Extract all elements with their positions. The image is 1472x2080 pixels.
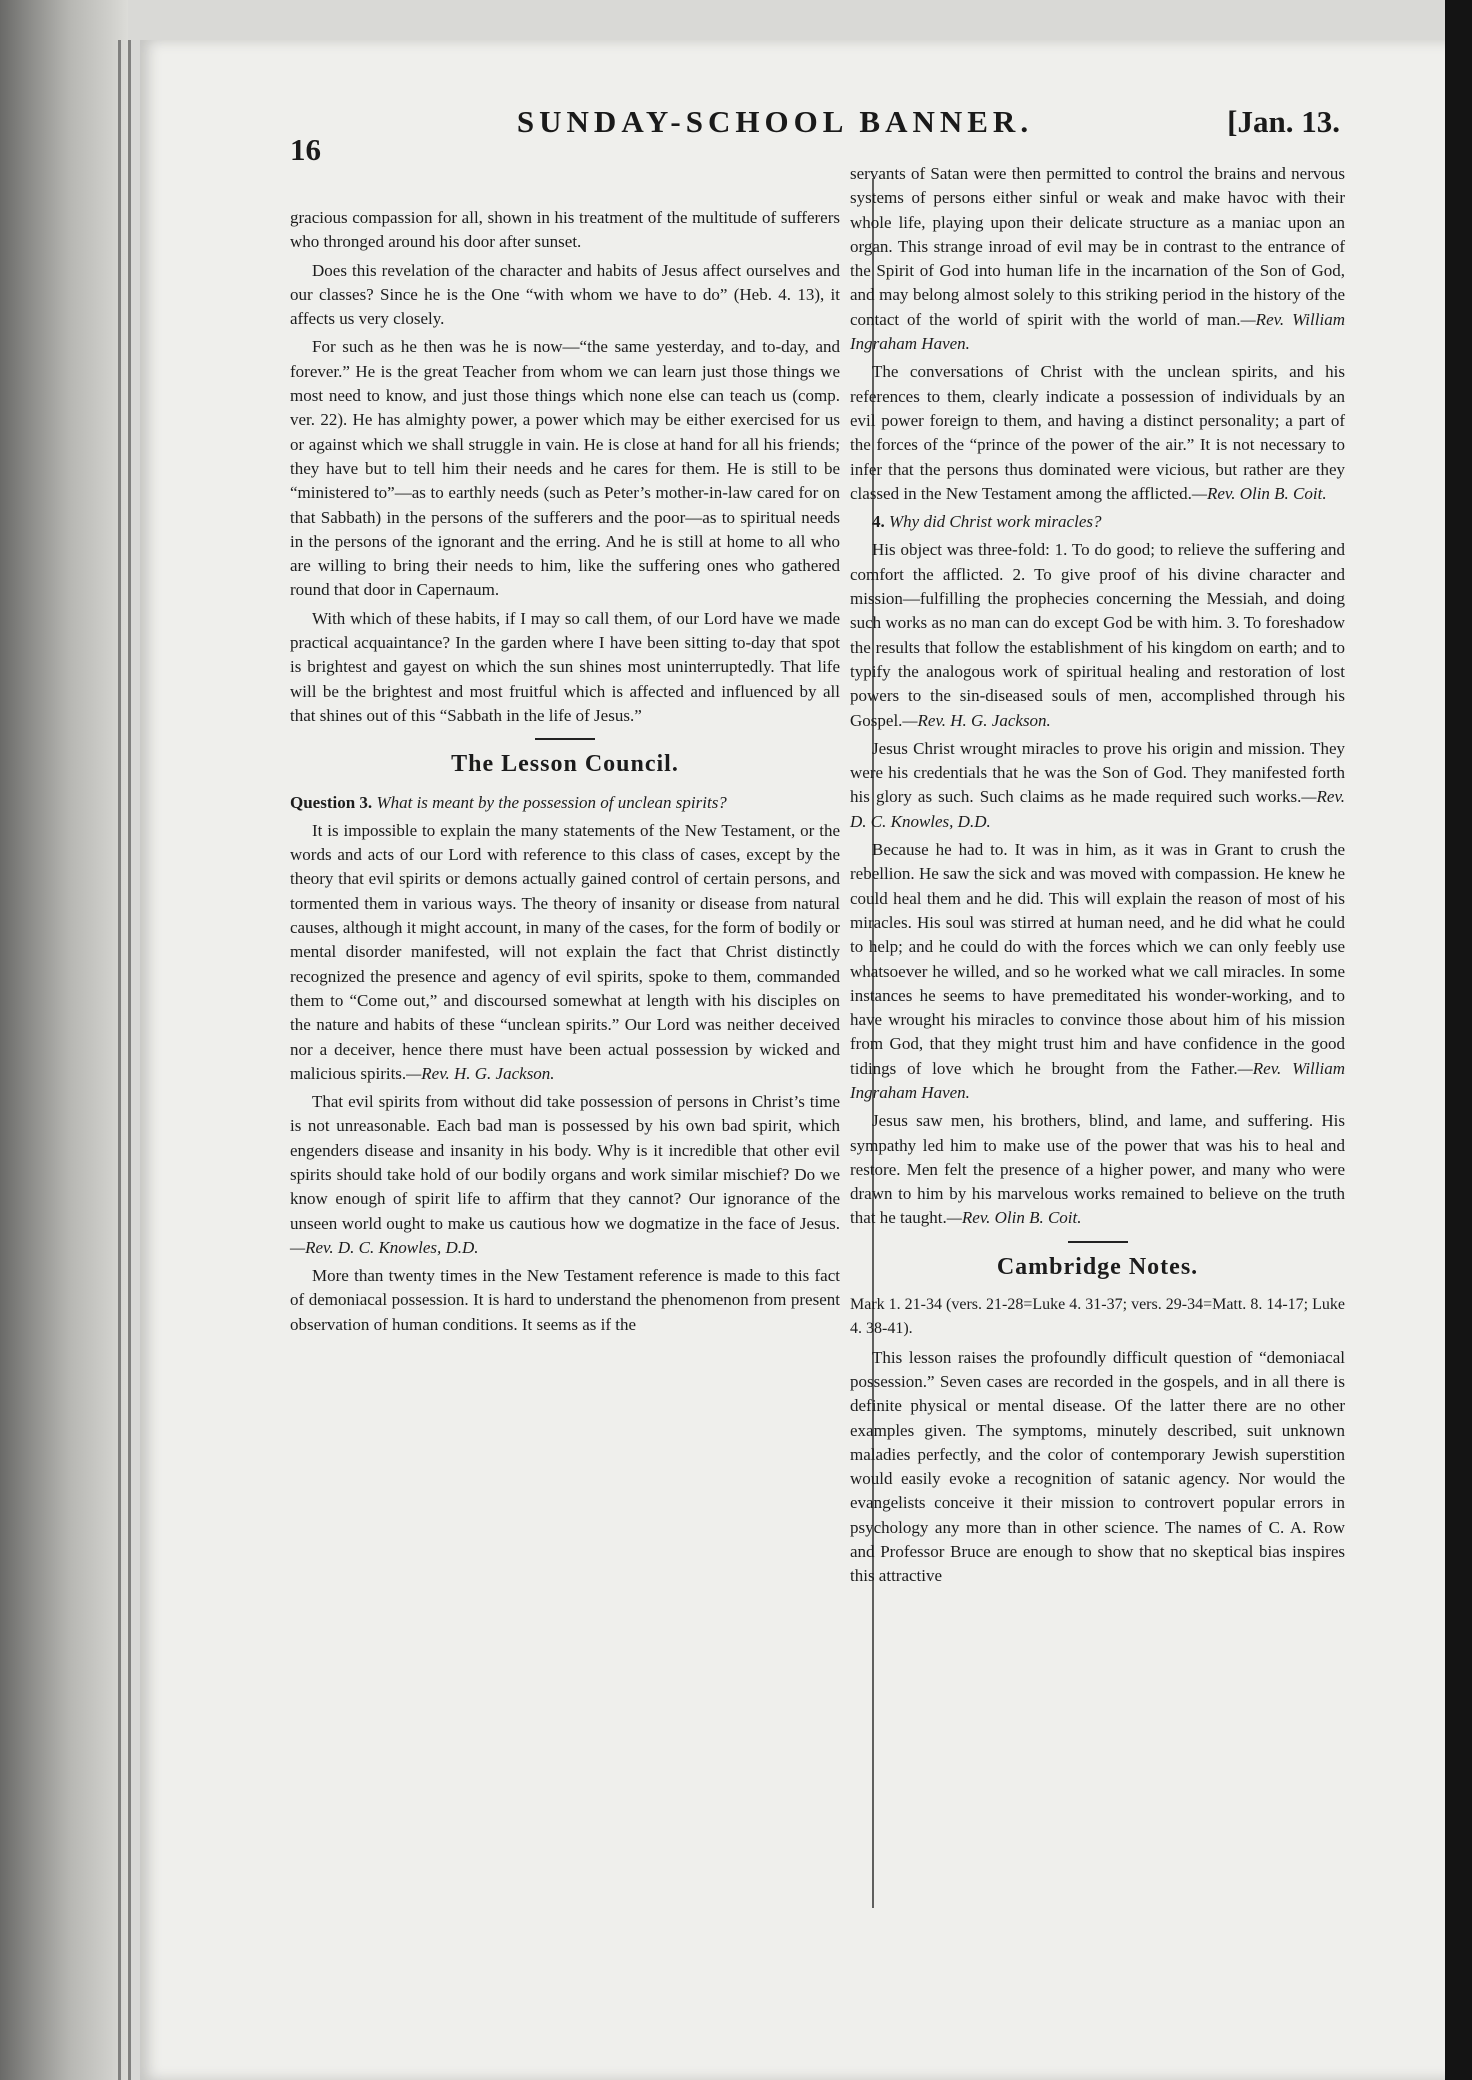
spine-line: [118, 40, 121, 2080]
scan-edge: [1445, 0, 1472, 2080]
scripture-reference: Mark 1. 21-34 (vers. 21-28=Luke 4. 31-37; vers. 29-34=Matt. 8. 14-17; Luke 4. 38-41).: [850, 1296, 1345, 1338]
answer: [290, 819, 840, 1086]
answer-signature: —Rev. H. G. Jackson.: [406, 1063, 555, 1083]
answer-signature: —Rev. D. C. Knowles, D.D.: [290, 1237, 479, 1257]
answer: [850, 737, 1345, 834]
paragraph: Does this revelation of the character and habits of Jesus affect ourselves and our classes? Since he is the One “with whom we have to do” (Heb. 4. 13), it affects us very closely.: [290, 260, 840, 329]
answer-text: It is impossible to explain the many statements of the New Testament, or the words and acts of our Lord with reference to this class of cases, except by the theory that evil spirits or demons actually gained control of certain persons, and tormented them in various ways. The theory of insanity or disease from natural causes, although it might account, in many of the cases, for the form of bodily or mental disorder manifested, will not explain the fact that Christ distinctly recognized the presence and agency of evil spirits, spoke to them, commanded them to “Come out,” and discoursed somewhat at length with his disciples on the nature and habits of these “unclean spirits.” Our Lord was neither deceived nor a deceiver, hence there must have been actual possession by wicked and malicious spirits.: [290, 820, 840, 1083]
answer-signature: —Rev. Olin B. Coit.: [1191, 483, 1327, 503]
answer-text: Because he had to. It was in him, as it was in Grant to crush the rebellion. He saw the sick and was moved with compassion. He knew he could heal them and he did. This will explain the reason of most of his miracles. His soul was stirred at human need, and he did what he could to help; and he could do with the forces which we can only feebly use whatsoever he willed, and so he worked what we call miracles. In some instances he seems to have premeditated his wonder-working, and to have wrought his miracles to convince those about him of his mission from God, that they might trust him and have confidence in the good tidings of love which he brought from the Father.: [850, 840, 1345, 1078]
running-header: [290, 104, 1340, 167]
answer-signature: —Rev. William Ingraham Haven.: [850, 309, 1345, 354]
paragraph: With which of these habits, if I may so call them, of our Lord have we made practical acquaintance? In the garden where I have been sitting to-day that spot is brightest and gayest on which the sun shines most uninterruptedly. That life will be the brightest and most fruitful which is affected and influenced by all that shines out of this “Sabbath in the life of Jesus.”: [290, 608, 840, 725]
left-column: [290, 206, 840, 1341]
section-rule: [1068, 1241, 1128, 1243]
question-3: [290, 791, 840, 815]
answer: [850, 538, 1345, 732]
answer-text: His object was three-fold: 1. To do good; to relieve the suffering and comfort the afflicted. 2. To give proof of his divine character and mission—fulfilling the prophecies concerning the Messiah, and doing such works as no man can do except God be with him. 3. To foreshadow the results that follow the establishment of his kingdom on earth; and to typify the analogous work of spiritual healing and restoration of lost powers to the sin-diseased souls of men, accomplished through his Gospel.: [850, 540, 1345, 730]
answer: [850, 1109, 1345, 1230]
answer-signature: —Rev. D. C. Knowles, D.D.: [850, 787, 1345, 831]
answer-text: Jesus Christ wrought miracles to prove his origin and mission. They were his credentials that he was the Son of God. They manifested forth his glory as such. Such claims as he made required such works.: [850, 738, 1345, 807]
right-column: [850, 162, 1345, 1593]
question-text: Why did Christ work miracles?: [889, 512, 1102, 532]
lesson-council-heading: The Lesson Council.: [451, 751, 679, 778]
answer-text: That evil spirits from without did take possession of persons in Christ’s time is not unreasonable. Each bad man is possessed by his own bad spirit, which engenders disease and insanity in his body. Why is it incredible that other evil spirits should take hold of our bodily organs and work similar mischief? Do we know enough of spirit life to affirm that they cannot? Our ignorance of the unseen world ought to make us cautious how we dogmatize in the face of Jesus.: [290, 1092, 840, 1233]
answer: [290, 1264, 840, 1337]
cambridge-notes-heading: Cambridge Notes.: [996, 1253, 1199, 1280]
answer-text: The conversations of Christ with the unclean spirits, and his references to them, clearly indicate a possession of individuals by an evil power foreign to them, and having a distinct personality; a part of the forces of the “prince of the power of the air.” It is not necessary to infer that the persons thus dominated were vicious, but rather are they classed in the New Testament among the afflicted.: [850, 362, 1345, 503]
answer: [290, 1090, 840, 1260]
answer-text: servants of Satan were then permitted to control the brains and nervous systems of persons either sinful or weak and make havoc with their whole life, playing upon their delicate structure as a maniac upon an organ. This strange inroad of evil may be in contrast to the entrance of the Spirit of God into human life in the incarnation of the Son of God, and may belong almost solely to this striking period in the history of the contact of the world of spirit with the world of man.: [850, 164, 1345, 329]
notes-paragraph: This lesson raises the profoundly difficult question of “demoniacal possession.” Seven cases are recorded in the gospels, and in all there is definite physical or mental disease. Of the latter there are no other examples given. The symptoms, minutely described, suit unknown maladies perfectly, and the color of contemporary Jewish superstition would easily evoke a recognition of satanic agency. Nor would the evangelists conceive it their mission to controvert popular errors in psychology any more than in other science. The names of C. A. Row and Professor Bruce are enough to show that no skeptical bias inspires this attractive: [850, 1347, 1345, 1586]
answer-signature: —Rev. H. G. Jackson.: [902, 710, 1051, 730]
book-binding: [0, 0, 128, 2080]
question-text: What is meant by the possession of unclean spirits?: [376, 792, 727, 812]
question-label: Question 3.: [290, 792, 373, 812]
answer-signature: —Rev. William Ingraham Haven.: [850, 1058, 1345, 1102]
section-rule: [535, 738, 595, 740]
paragraph: For such as he then was he is now—“the same yesterday, and to-day, and forever.” He is the great Teacher from whom we can learn just those things we most need to know, and just those things which none else can teach us (comp. ver. 22). He has almighty power, a power which may be either exercised for us or against which we shall struggle in vain. He is close at hand for all his friends; they have but to tell him their needs and he cares for them. He is still to be “ministered to”—as to earthly needs (such as Peter’s mother-in-law cared for on that Sabbath) in the persons of the sufferers and the poor—as to spiritual needs in the persons of the ignorant and the erring. And he is still at home to all who are willing to bring their needs to him, like the suffering ones who gathered round that door in Capernaum.: [290, 337, 840, 600]
answer: [850, 838, 1345, 1105]
question-label: 4.: [872, 512, 885, 532]
publication-title: SUNDAY-SCHOOL BANNER.: [516, 104, 1034, 139]
spine-line: [128, 40, 131, 2080]
page-number: 16: [290, 132, 321, 167]
question-4: [850, 510, 1345, 534]
answer-continued: [850, 162, 1345, 356]
answer: [850, 360, 1345, 506]
answer-text: Jesus saw men, his brothers, blind, and lame, and suffering. His sympathy led him to make use of the power that was his to heal and restore. Men felt the presence of a higher power, and many who were drawn to him by his marvelous works remained to believe on the truth that he taught.: [850, 1111, 1345, 1228]
paragraph: gracious compassion for all, shown in his treatment of the multitude of sufferers who thronged around his door after sunset.: [290, 208, 840, 252]
answer-signature: —Rev. Olin B. Coit.: [946, 1208, 1082, 1228]
issue-date: [Jan. 13.: [1227, 104, 1340, 139]
answer-text: More than twenty times in the New Testament reference is made to this fact of demoniacal possession. It is hard to understand the phenomenon from present observation of human conditions. It seems as if the: [290, 1266, 840, 1334]
